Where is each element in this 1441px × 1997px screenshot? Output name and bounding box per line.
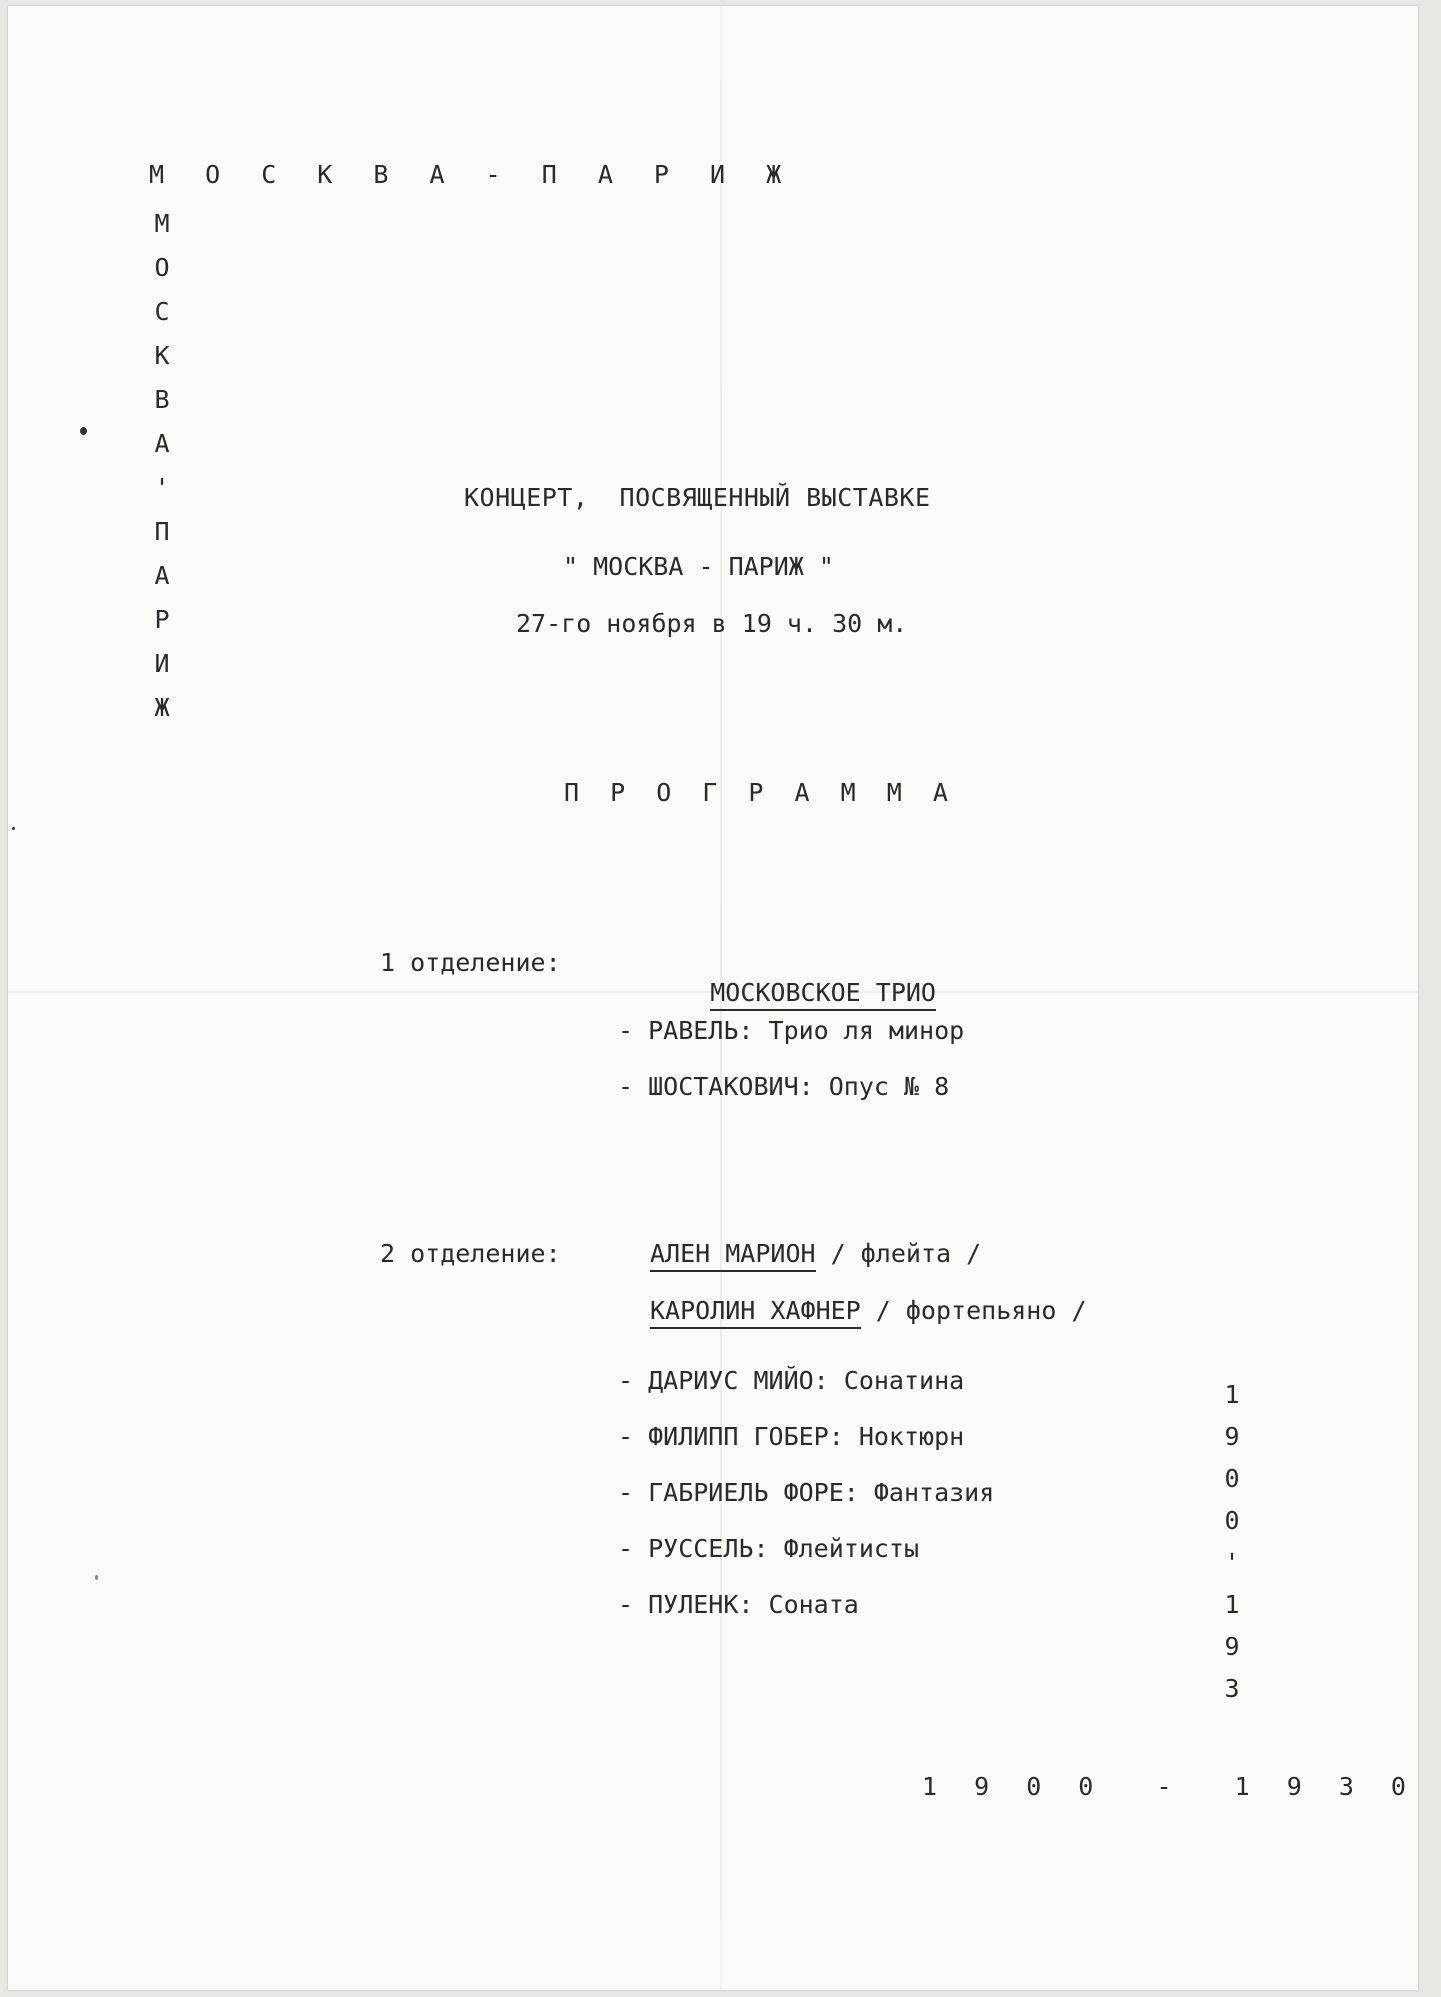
ink-speck	[95, 1575, 98, 1580]
concert-title: КОНЦЕРТ, ПОСВЯЩЕННЫЙ ВЫСТАВКЕ	[464, 483, 931, 512]
part2-item: - ГАБРИЕЛЬ ФОРЕ: Фантазия	[618, 1478, 995, 1507]
part1-label: 1 отделение:	[380, 948, 561, 977]
program-heading: П Р О Г Р А М М А	[564, 778, 956, 807]
part2-item: - ДАРИУС МИЙО: Сонатина	[618, 1366, 965, 1395]
part1-item: - РАВЕЛЬ: Трио ля минор	[618, 1016, 965, 1045]
header-vertical-letter: О	[154, 253, 170, 282]
header-vertical-letter: А	[154, 561, 170, 590]
header-vertical-letter: В	[154, 385, 170, 414]
header-vertical-letter: С	[154, 297, 170, 326]
header-vertical-letter: Ж	[154, 693, 170, 722]
header-vertical-letter: И	[154, 649, 170, 678]
years-vertical-letter: 0	[1224, 1464, 1240, 1493]
years-vertical-letter: 1	[1224, 1590, 1240, 1619]
exhibition-name: " МОСКВА - ПАРИЖ "	[563, 552, 834, 581]
years-vertical-letter: 9	[1224, 1632, 1240, 1661]
ink-speck	[12, 827, 15, 830]
part2-item: - ПУЛЕНК: Соната	[618, 1590, 859, 1619]
part2-item: - РУССЕЛЬ: Флейтисты	[618, 1534, 920, 1563]
header-vertical-letter: '	[154, 473, 170, 502]
header-vertical-letter: П	[154, 517, 170, 546]
years-horizontal: 1 9 0 0 - 1 9 3 0	[922, 1772, 1417, 1801]
program-sheet	[8, 6, 1418, 1990]
concert-date: 27-го ноября в 19 ч. 30 м.	[516, 609, 908, 638]
years-vertical-letter: 1	[1224, 1380, 1240, 1409]
part1-performer: МОСКОВСКОЕ ТРИО	[710, 978, 936, 1011]
header-horizontal: М О С К В А - П А Р И Ж	[149, 160, 795, 189]
years-vertical-letter: 0	[1224, 1506, 1240, 1535]
header-vertical-letter: К	[154, 341, 170, 370]
part2-performer2-role: / фортепьяно /	[875, 1296, 1087, 1325]
part2-performer1: АЛЕН МАРИОН	[650, 1239, 816, 1272]
years-vertical-letter: 9	[1224, 1422, 1240, 1451]
header-vertical-letter: М	[154, 209, 170, 238]
part1-item: - ШОСТАКОВИЧ: Опус № 8	[618, 1072, 950, 1101]
part2-item: - ФИЛИПП ГОБЕР: Ноктюрн	[618, 1422, 965, 1451]
part2-performer2: КАРОЛИН ХАФНЕР	[650, 1296, 861, 1329]
years-vertical-letter: '	[1224, 1548, 1240, 1577]
header-vertical	[147, 202, 177, 730]
part2-label: 2 отделение:	[380, 1239, 561, 1268]
header-vertical-letter: Р	[154, 605, 170, 634]
header-vertical-letter: А	[154, 429, 170, 458]
part2-performer1-role: / флейта /	[830, 1239, 982, 1268]
years-vertical	[1217, 1374, 1247, 1710]
years-vertical-letter: 3	[1224, 1674, 1240, 1703]
ink-speck	[80, 427, 87, 435]
